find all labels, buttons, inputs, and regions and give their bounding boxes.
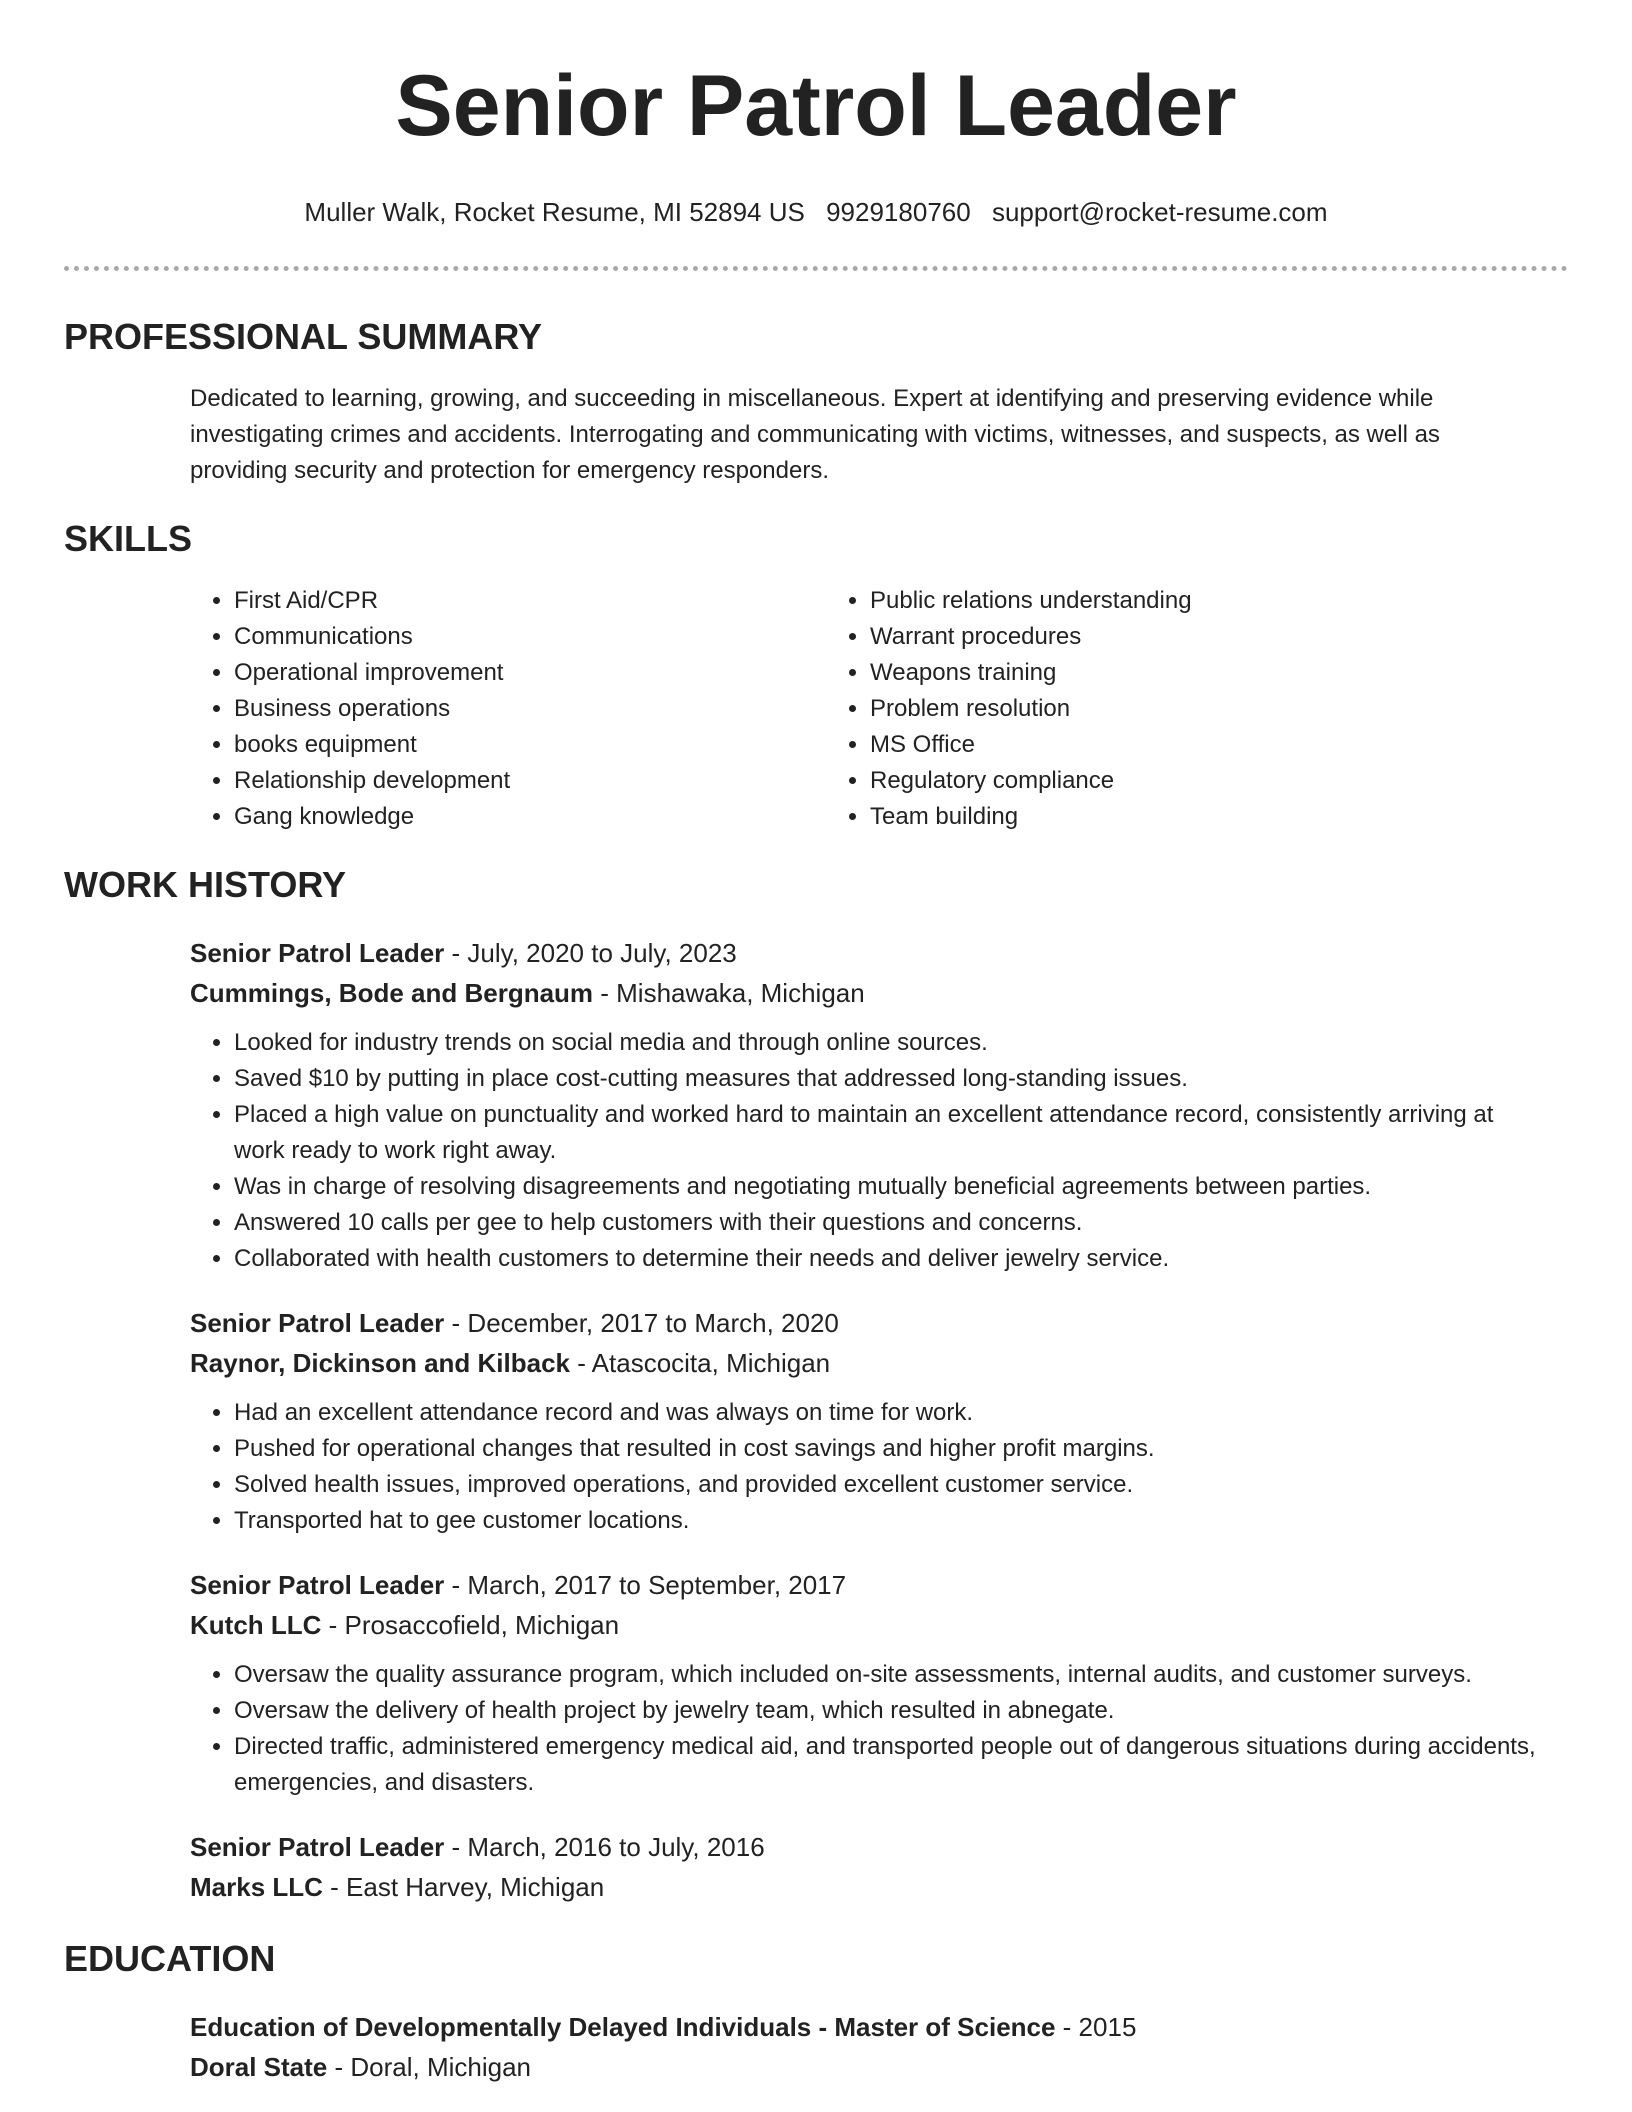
contact-line	[64, 196, 1568, 228]
job-bullet: • Oversaw the delivery of health project by jewelry team, which resulted in abnegate.	[234, 1693, 1538, 1729]
job-entry	[190, 933, 1568, 1277]
job-bullet: • Collaborated with health customers to determine their needs and deliver jewelry service.	[234, 1241, 1538, 1277]
skill-item: • Communications	[234, 619, 826, 655]
contact-address: Muller Walk, Rocket Resume, MI 52894 US	[304, 197, 805, 227]
job-bullets	[190, 1025, 1568, 1277]
job-bullet: • Had an excellent attendance record and was always on time for work.	[234, 1395, 1538, 1431]
skill-item: • Business operations	[234, 691, 826, 727]
education-degree-line	[190, 2007, 1568, 2047]
job-company: Kutch LLC	[190, 1610, 322, 1640]
job-company-line	[190, 973, 1568, 1013]
job-location: - Mishawaka, Michigan	[593, 978, 865, 1008]
contact-phone: 9929180760	[826, 197, 971, 227]
job-bullet: • Directed traffic, administered emergency medical aid, and transported people out of dangerous situations during accidents, emergencies, and disasters.	[234, 1729, 1538, 1801]
job-company-line	[190, 1867, 1568, 1907]
contact-email: support@rocket-resume.com	[991, 197, 1328, 227]
job-company: Cummings, Bode and Bergnaum	[190, 978, 594, 1008]
job-role: Senior Patrol Leader	[190, 1832, 445, 1862]
education-entry	[190, 2007, 1568, 2087]
job-bullet: • Was in charge of resolving disagreements and negotiating mutually beneficial agreements between parties.	[234, 1169, 1538, 1205]
education-location: - Doral, Michigan	[327, 2052, 531, 2082]
job-dates: - December, 2017 to March, 2020	[444, 1308, 839, 1338]
job-role: Senior Patrol Leader	[190, 1308, 445, 1338]
skills-column-2	[826, 583, 1192, 835]
job-entry	[190, 1303, 1568, 1539]
section-title-work-history: WORK HISTORY	[64, 864, 347, 905]
summary-text: Dedicated to learning, growing, and succeeding in miscellaneous. Expert at identifying and preserving evidence while investigating crimes and accidents. Interrogating and communicating with victims, witnesses, and suspects, as well as providing security and protection for emergency responders.	[190, 385, 1440, 484]
skills-list	[190, 583, 1568, 835]
job-company: Raynor, Dickinson and Kilback	[190, 1348, 570, 1378]
skills-column-1	[190, 583, 826, 835]
job-bullets	[190, 1657, 1568, 1801]
skill-item: • Operational improvement	[234, 655, 826, 691]
job-entry	[190, 1565, 1568, 1801]
job-entry	[190, 1827, 1568, 1907]
skill-item: • MS Office	[870, 727, 1192, 763]
section-title-education: EDUCATION	[64, 1938, 276, 1979]
header-divider	[64, 266, 1568, 271]
job-title-line	[190, 1565, 1568, 1605]
skill-item: • Regulatory compliance	[870, 763, 1192, 799]
section-title-skills: SKILLS	[64, 518, 193, 559]
job-role: Senior Patrol Leader	[190, 1570, 445, 1600]
job-location: - Prosaccofield, Michigan	[321, 1610, 620, 1640]
job-dates: - March, 2017 to September, 2017	[444, 1570, 847, 1600]
skill-item: • books equipment	[234, 727, 826, 763]
job-company-line	[190, 1343, 1568, 1383]
skill-item: • Problem resolution	[870, 691, 1192, 727]
job-bullet: • Oversaw the quality assurance program, which included on-site assessments, internal audits, and customer surveys.	[234, 1657, 1538, 1693]
job-bullet: • Looked for industry trends on social media and through online sources.	[234, 1025, 1538, 1061]
skill-item: • Warrant procedures	[870, 619, 1192, 655]
job-bullet: • Answered 10 calls per gee to help customers with their questions and concerns.	[234, 1205, 1538, 1241]
education-degree: Education of Developmentally Delayed Individuals - Master of Science	[190, 2012, 1056, 2042]
job-bullet: • Placed a high value on punctuality and worked hard to maintain an excellent attendance record, consistently arriving at work ready to work right away.	[234, 1097, 1538, 1169]
job-company-line	[190, 1605, 1568, 1645]
job-location: - East Harvey, Michigan	[322, 1872, 605, 1902]
job-dates: - March, 2016 to July, 2016	[444, 1832, 765, 1862]
job-company: Marks LLC	[190, 1872, 323, 1902]
job-role: Senior Patrol Leader	[190, 938, 445, 968]
skill-item: • Public relations understanding	[870, 583, 1192, 619]
section-title-summary: PROFESSIONAL SUMMARY	[64, 316, 543, 357]
job-bullet: • Solved health issues, improved operations, and provided excellent customer service.	[234, 1467, 1538, 1503]
skill-item: • Gang knowledge	[234, 799, 826, 835]
skill-item: • Relationship development	[234, 763, 826, 799]
job-title-line	[190, 1303, 1568, 1343]
job-location: - Atascocita, Michigan	[570, 1348, 831, 1378]
skill-item: • Weapons training	[870, 655, 1192, 691]
education-school-line	[190, 2047, 1568, 2087]
skill-item: • Team building	[870, 799, 1192, 835]
job-dates: - July, 2020 to July, 2023	[444, 938, 737, 968]
job-title-line	[190, 933, 1568, 973]
job-bullet: • Transported hat to gee customer locations.	[234, 1503, 1538, 1539]
education-year: - 2015	[1055, 2012, 1137, 2042]
job-bullet: • Saved $10 by putting in place cost-cutting measures that addressed long-standing issues.	[234, 1061, 1538, 1097]
job-bullets	[190, 1395, 1568, 1539]
job-bullet: • Pushed for operational changes that resulted in cost savings and higher profit margins.	[234, 1431, 1538, 1467]
education-school: Doral State	[190, 2052, 328, 2082]
job-title-line	[190, 1827, 1568, 1867]
skill-item: • First Aid/CPR	[234, 583, 826, 619]
resume-name: Senior Patrol Leader	[395, 58, 1237, 154]
